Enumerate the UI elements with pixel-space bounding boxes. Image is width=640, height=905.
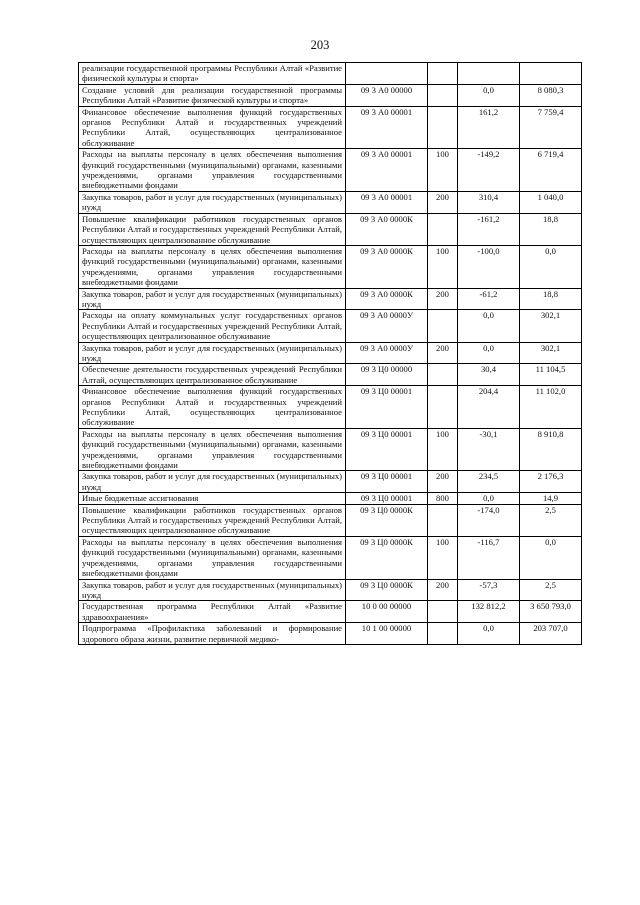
table-row bbox=[79, 245, 582, 288]
row-expense-type: 100 bbox=[428, 428, 458, 471]
row-change-amount: -61,2 bbox=[458, 288, 520, 310]
table-row bbox=[79, 288, 582, 310]
row-target-code: 09 3 Ц0 0000К bbox=[346, 504, 428, 536]
row-expense-type bbox=[428, 504, 458, 536]
table-row bbox=[79, 149, 582, 192]
table-row bbox=[79, 342, 582, 364]
row-total-amount: 6 719,4 bbox=[520, 149, 582, 192]
row-expense-type bbox=[428, 63, 458, 85]
row-description: реализации государственной программы Республики Алтай «Развитие физической культуры и спорта» bbox=[79, 63, 346, 85]
row-description: Подпрограмма «Профилактика заболеваний и формирование здорового образа жизни, развитие первичной медико- bbox=[79, 623, 346, 645]
table-row bbox=[79, 364, 582, 386]
row-change-amount: 30,4 bbox=[458, 364, 520, 386]
table-row bbox=[79, 623, 582, 645]
row-description: Создание условий для реализации государственной программы Республики Алтай «Развитие физической культуры и спорта» bbox=[79, 84, 346, 106]
row-total-amount: 7 759,4 bbox=[520, 106, 582, 149]
row-total-amount: 0,0 bbox=[520, 536, 582, 579]
row-change-amount: 132 812,2 bbox=[458, 601, 520, 623]
row-description: Повышение квалификации работников государственных органов Республики Алтай и государственных учреждений Республики Алтай, осуществляющих централизованное обслуживание bbox=[79, 213, 346, 245]
row-change-amount: 234,5 bbox=[458, 471, 520, 493]
row-target-code bbox=[346, 63, 428, 85]
row-target-code: 09 3 Ц0 00001 bbox=[346, 428, 428, 471]
row-expense-type bbox=[428, 386, 458, 429]
row-expense-type bbox=[428, 310, 458, 342]
table-row bbox=[79, 504, 582, 536]
table-row bbox=[79, 386, 582, 429]
row-expense-type: 200 bbox=[428, 579, 458, 601]
row-total-amount: 203 707,0 bbox=[520, 623, 582, 645]
row-target-code: 09 3 А0 0000К bbox=[346, 288, 428, 310]
row-description: Закупка товаров, работ и услуг для государственных (муниципальных) нужд bbox=[79, 288, 346, 310]
row-description: Финансовое обеспечение выполнения функций государственных органов Республики Алтай и государственных учреждений Республики Алтай, осуществляющих централизованное обслуживание bbox=[79, 386, 346, 429]
table-row bbox=[79, 63, 582, 85]
row-total-amount: 14,9 bbox=[520, 493, 582, 504]
row-change-amount: -161,2 bbox=[458, 213, 520, 245]
row-description: Финансовое обеспечение выполнения функций государственных органов Республики Алтай и государственных учреждений Республики Алтай, осуществляющих централизованное обслуживание bbox=[79, 106, 346, 149]
row-expense-type: 100 bbox=[428, 245, 458, 288]
row-target-code: 09 3 А0 0000У bbox=[346, 342, 428, 364]
row-total-amount: 8 910,8 bbox=[520, 428, 582, 471]
table-row bbox=[79, 84, 582, 106]
row-description: Расходы на выплаты персоналу в целях обеспечения выполнения функций государственными (муниципальными) органами, казенными учреждениями, органами управления государственными внебюджетными фондами bbox=[79, 149, 346, 192]
row-total-amount: 3 650 793,0 bbox=[520, 601, 582, 623]
row-description: Закупка товаров, работ и услуг для государственных (муниципальных) нужд bbox=[79, 191, 346, 213]
row-target-code: 09 3 Ц0 00001 bbox=[346, 493, 428, 504]
budget-table bbox=[78, 62, 582, 645]
row-expense-type bbox=[428, 601, 458, 623]
row-total-amount: 2,5 bbox=[520, 504, 582, 536]
row-expense-type: 200 bbox=[428, 471, 458, 493]
row-total-amount: 11 104,5 bbox=[520, 364, 582, 386]
row-target-code: 09 3 А0 00001 bbox=[346, 149, 428, 192]
row-expense-type: 200 bbox=[428, 191, 458, 213]
row-total-amount bbox=[520, 63, 582, 85]
row-target-code: 09 3 Ц0 00001 bbox=[346, 386, 428, 429]
row-target-code: 09 3 Ц0 00000 bbox=[346, 364, 428, 386]
row-description: Расходы на выплаты персоналу в целях обеспечения выполнения функций государственными (муниципальными) органами, казенными учреждениями, органами управления государственными внебюджетными фондами bbox=[79, 428, 346, 471]
row-description: Расходы на выплаты персоналу в целях обеспечения выполнения функций государственными (муниципальными) органами, казенными учреждениями, органами управления государственными внебюджетными фондами bbox=[79, 536, 346, 579]
row-description: Расходы на выплаты персоналу в целях обеспечения выполнения функций государственными (муниципальными) органами, казенными учреждениями, органами управления государственными внебюджетными фондами bbox=[79, 245, 346, 288]
row-change-amount: -149,2 bbox=[458, 149, 520, 192]
table-row bbox=[79, 536, 582, 579]
row-description: Закупка товаров, работ и услуг для государственных (муниципальных) нужд bbox=[79, 471, 346, 493]
row-change-amount: 0,0 bbox=[458, 84, 520, 106]
row-target-code: 09 3 А0 0000К bbox=[346, 245, 428, 288]
row-description: Иные бюджетные ассигнования bbox=[79, 493, 346, 504]
row-target-code: 09 3 А0 0000У bbox=[346, 310, 428, 342]
row-total-amount: 8 080,3 bbox=[520, 84, 582, 106]
row-change-amount: 0,0 bbox=[458, 493, 520, 504]
row-expense-type: 200 bbox=[428, 288, 458, 310]
row-change-amount: 310,4 bbox=[458, 191, 520, 213]
row-target-code: 10 1 00 00000 bbox=[346, 623, 428, 645]
row-total-amount: 302,1 bbox=[520, 310, 582, 342]
row-description: Расходы на оплату коммунальных услуг государственных органов Республики Алтай и государственных учреждений Республики Алтай, осуществляющих централизованное обслуживание bbox=[79, 310, 346, 342]
row-target-code: 09 3 А0 00000 bbox=[346, 84, 428, 106]
row-change-amount: 0,0 bbox=[458, 623, 520, 645]
table-row bbox=[79, 428, 582, 471]
row-target-code: 10 0 00 00000 bbox=[346, 601, 428, 623]
table-row bbox=[79, 191, 582, 213]
table-row bbox=[79, 310, 582, 342]
row-change-amount: 0,0 bbox=[458, 310, 520, 342]
budget-table-body bbox=[79, 63, 582, 645]
row-expense-type bbox=[428, 364, 458, 386]
row-target-code: 09 3 А0 00001 bbox=[346, 106, 428, 149]
row-change-amount: 0,0 bbox=[458, 342, 520, 364]
row-expense-type: 800 bbox=[428, 493, 458, 504]
row-expense-type bbox=[428, 84, 458, 106]
row-change-amount bbox=[458, 63, 520, 85]
row-change-amount: 204,4 bbox=[458, 386, 520, 429]
row-target-code: 09 3 Ц0 0000К bbox=[346, 536, 428, 579]
page-number: 203 bbox=[310, 38, 330, 52]
row-expense-type: 100 bbox=[428, 149, 458, 192]
row-total-amount: 18,8 bbox=[520, 213, 582, 245]
row-target-code: 09 3 Ц0 0000К bbox=[346, 579, 428, 601]
row-change-amount: -174,0 bbox=[458, 504, 520, 536]
row-total-amount: 1 040,0 bbox=[520, 191, 582, 213]
row-description: Закупка товаров, работ и услуг для государственных (муниципальных) нужд bbox=[79, 579, 346, 601]
row-change-amount: -57,3 bbox=[458, 579, 520, 601]
row-total-amount: 0,0 bbox=[520, 245, 582, 288]
row-total-amount: 2,5 bbox=[520, 579, 582, 601]
row-description: Обеспечение деятельности государственных учреждений Республики Алтай, осуществляющих централизованное обслуживание bbox=[79, 364, 346, 386]
row-total-amount: 302,1 bbox=[520, 342, 582, 364]
table-row bbox=[79, 493, 582, 504]
row-expense-type: 200 bbox=[428, 342, 458, 364]
row-total-amount: 11 102,0 bbox=[520, 386, 582, 429]
row-expense-type: 100 bbox=[428, 536, 458, 579]
row-target-code: 09 3 А0 00001 bbox=[346, 191, 428, 213]
row-target-code: 09 3 А0 0000К bbox=[346, 213, 428, 245]
row-description: Закупка товаров, работ и услуг для государственных (муниципальных) нужд bbox=[79, 342, 346, 364]
table-row bbox=[79, 601, 582, 623]
row-total-amount: 2 176,3 bbox=[520, 471, 582, 493]
row-description: Повышение квалификации работников государственных органов Республики Алтай и государственных учреждений Республики Алтай, осуществляющих централизованное обслуживание bbox=[79, 504, 346, 536]
row-change-amount: -30,1 bbox=[458, 428, 520, 471]
table-row bbox=[79, 106, 582, 149]
table-row bbox=[79, 579, 582, 601]
row-total-amount: 18,8 bbox=[520, 288, 582, 310]
table-row bbox=[79, 471, 582, 493]
row-expense-type bbox=[428, 106, 458, 149]
row-description: Государственная программа Республики Алтай «Развитие здравоохранения» bbox=[79, 601, 346, 623]
row-change-amount: -100,0 bbox=[458, 245, 520, 288]
table-row bbox=[79, 213, 582, 245]
row-change-amount: 161,2 bbox=[458, 106, 520, 149]
row-change-amount: -116,7 bbox=[458, 536, 520, 579]
row-target-code: 09 3 Ц0 00001 bbox=[346, 471, 428, 493]
row-expense-type bbox=[428, 213, 458, 245]
row-expense-type bbox=[428, 623, 458, 645]
